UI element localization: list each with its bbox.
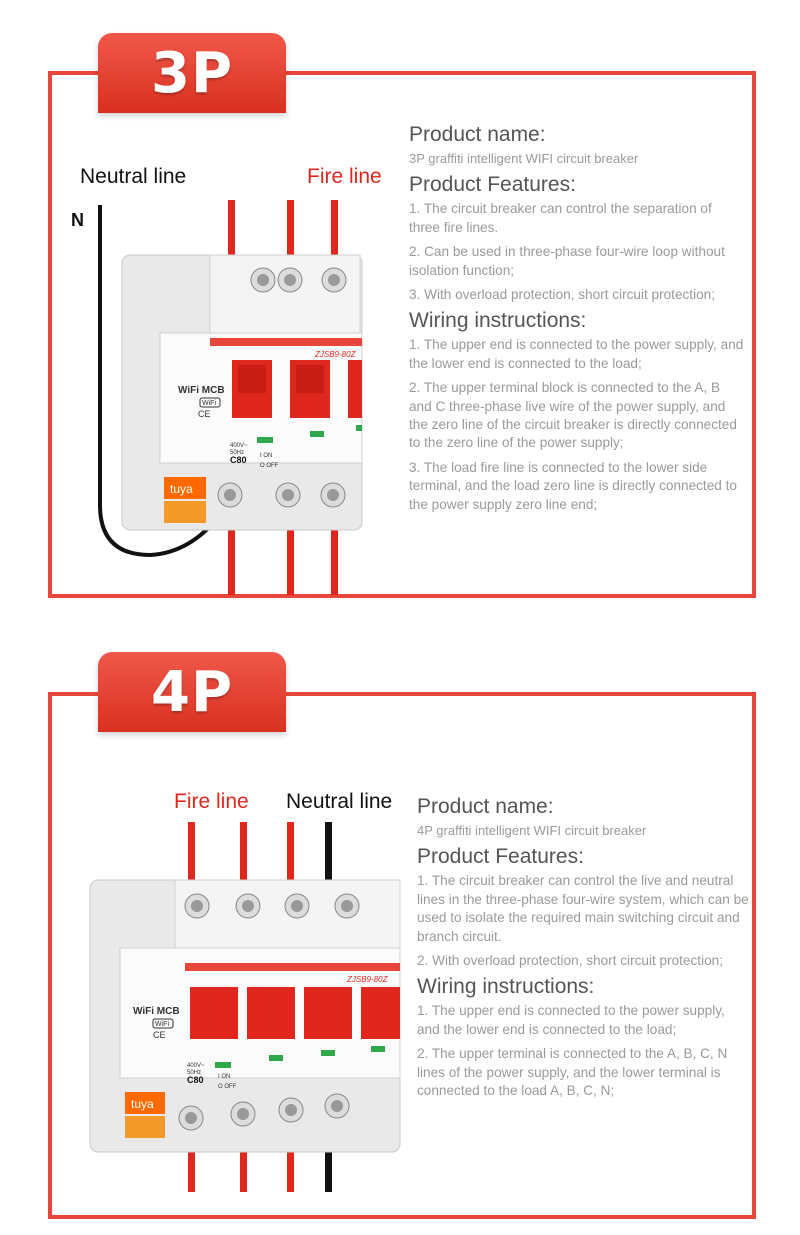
- tab-3p: [98, 33, 286, 113]
- tab-4p-label: 4P: [150, 659, 233, 725]
- on-label: I ON: [260, 453, 273, 459]
- feature-item: 1. The circuit breaker can control the separation of three fire lines.: [409, 201, 712, 235]
- status-indicator: [215, 1062, 231, 1068]
- toggle-handle: [247, 987, 295, 1039]
- status-indicator: [310, 431, 324, 437]
- wifi-mcb-label: WiFi MCB: [178, 385, 225, 396]
- status-indicator: [371, 1046, 385, 1052]
- toggle-handle: [190, 987, 238, 1039]
- rating-label: C80: [230, 455, 247, 465]
- wiring-item: 1. The upper end is connected to the power supply, and the lower end is connected to the load;: [409, 337, 744, 371]
- features-heading: Product Features:: [409, 173, 576, 197]
- wiring-heading: Wiring instructions:: [409, 309, 587, 333]
- screw-icon: [285, 1104, 297, 1116]
- screw-icon: [327, 489, 339, 501]
- toggle-handle: [304, 987, 352, 1039]
- status-indicator: [321, 1050, 335, 1056]
- breaker-top-terminal-block: [175, 880, 400, 950]
- feature-item: 2. With overload protection, short circuit protection;: [417, 953, 723, 969]
- screw-icon: [284, 274, 296, 286]
- status-indicator: [257, 437, 273, 443]
- fire-wire-c-top: [287, 822, 294, 882]
- status-indicator: [269, 1055, 283, 1061]
- toggle-grip: [238, 365, 266, 393]
- wiring-item: 2. The upper terminal is connected to the A, B, C, N lines of the power supply, and the lower terminal is connected to the load A, B, C, N;: [417, 1046, 728, 1099]
- tab-3p-label: 3P: [150, 40, 233, 106]
- product-info-4p: [417, 790, 751, 1100]
- wifi-mcb-label: WiFi MCB: [133, 1006, 180, 1017]
- toggle-handle: [361, 987, 400, 1039]
- on-label: I ON: [218, 1074, 231, 1080]
- off-label: O OFF: [218, 1084, 237, 1090]
- screw-icon: [191, 900, 203, 912]
- screw-icon: [242, 900, 254, 912]
- brand-stripe: [210, 338, 362, 346]
- wifi-badge-label: WiFi: [202, 400, 216, 407]
- neutral-n-marker: N: [71, 210, 84, 230]
- breaker-top-terminal-block: [210, 255, 360, 335]
- product-name-value: 3P graffiti intelligent WIFI circuit breaker: [409, 151, 639, 166]
- product-name-heading: Product name:: [417, 795, 554, 818]
- tuya-logo-text: tuya: [170, 482, 193, 496]
- status-indicator: [356, 425, 362, 431]
- neutral-line-label: Neutral line: [286, 790, 393, 813]
- screw-icon: [328, 274, 340, 286]
- screw-icon: [291, 900, 303, 912]
- freq-label: 50Hz: [187, 1070, 202, 1076]
- ce-mark: CE: [198, 409, 211, 419]
- intelligence-badge: [164, 501, 206, 523]
- screw-icon: [224, 489, 236, 501]
- fire-line-label: Fire line: [174, 790, 249, 813]
- feature-item: 3. With overload protection, short circuit protection;: [409, 287, 715, 303]
- fire-wire-b-top: [240, 822, 247, 882]
- voltage-label: 400V~: [187, 1063, 205, 1069]
- fire-wire-a-top: [188, 822, 195, 882]
- screw-icon: [237, 1108, 249, 1120]
- screw-icon: [331, 1100, 343, 1112]
- wifi-badge-label: WiFi: [155, 1021, 169, 1028]
- screw-icon: [282, 489, 294, 501]
- wiring-item: 1. The upper end is connected to the power supply, and the lower end is connected to the load;: [417, 1003, 725, 1037]
- product-info-3p: [409, 118, 744, 514]
- model-label: ZJSB9-80Z: [347, 975, 388, 984]
- wiring-item: 2. The upper terminal block is connected to the A, B and C three-phase live wire of the power supply, and the zero line of the circuit breaker is directly connected to the zero line of the power supply;: [409, 380, 737, 451]
- neutral-wire-top: [325, 822, 332, 882]
- toggle-handle: [348, 360, 362, 418]
- freq-label: 50Hz: [230, 450, 245, 456]
- model-label: ZJSB9-80Z: [315, 350, 356, 359]
- tab-4p: [98, 652, 286, 732]
- feature-item: 2. Can be used in three-phase four-wire loop without isolation function;: [409, 244, 725, 278]
- product-name-value: 4P graffiti intelligent WIFI circuit breaker: [417, 823, 647, 838]
- ce-mark: CE: [153, 1030, 166, 1040]
- product-name-heading: Product name:: [409, 123, 546, 146]
- toggle-grip: [296, 365, 324, 393]
- feature-item: 1. The circuit breaker can control the live and neutral lines in the three-phase four-wire system, which can be used to isolate the required main switching circuit and branch circuit.: [417, 873, 749, 944]
- fire-line-label: Fire line: [307, 165, 382, 188]
- screw-icon: [257, 274, 269, 286]
- rating-label: C80: [187, 1075, 204, 1085]
- wiring-heading: Wiring instructions:: [417, 975, 595, 999]
- off-label: O OFF: [260, 463, 279, 469]
- intelligence-badge: [125, 1116, 165, 1138]
- tuya-logo-text: tuya: [131, 1097, 154, 1111]
- breaker-3p-illustration: [60, 195, 400, 595]
- breaker-4p-illustration: [85, 822, 405, 1194]
- neutral-line-label: Neutral line: [80, 165, 187, 188]
- voltage-label: 400V~: [230, 443, 248, 449]
- screw-icon: [341, 900, 353, 912]
- brand-stripe: [185, 963, 400, 971]
- features-heading: Product Features:: [417, 845, 584, 869]
- wiring-item: 3. The load fire line is connected to the lower side terminal, and the load zero line is directly connected to the power supply zero line end;: [409, 459, 737, 512]
- screw-icon: [185, 1112, 197, 1124]
